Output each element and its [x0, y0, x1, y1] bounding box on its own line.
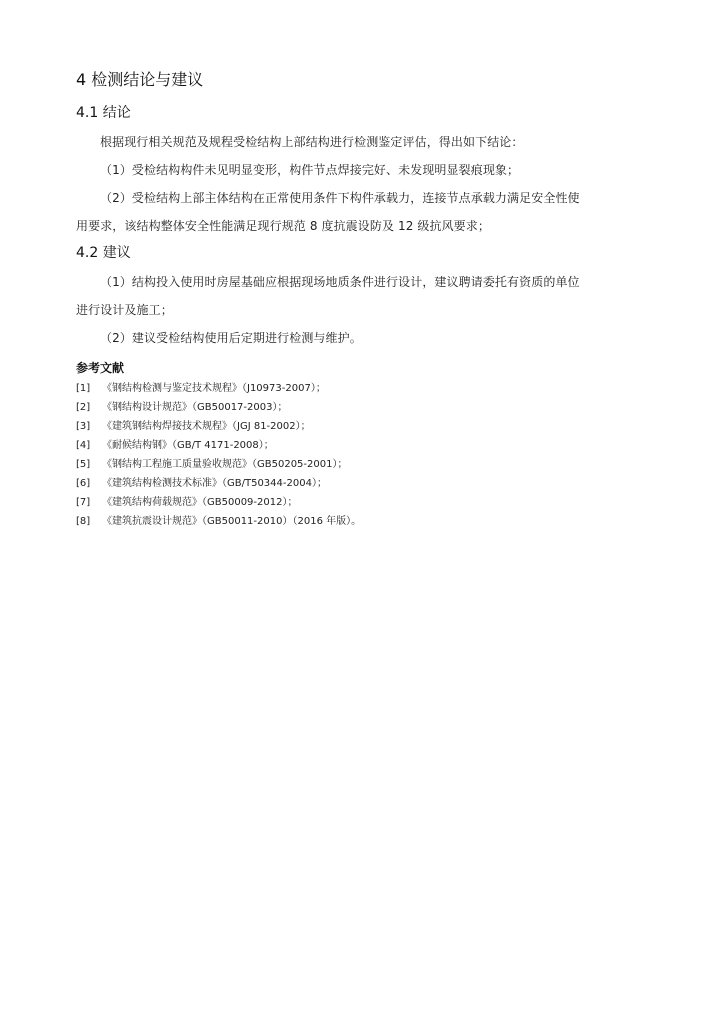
- references-list: [76, 379, 616, 531]
- reference-number: [8]: [76, 516, 91, 527]
- reference-item: [76, 398, 616, 417]
- reference-number: [6]: [76, 478, 91, 489]
- reference-item: [76, 455, 616, 474]
- section-heading-suggestion: 4.2 建议: [76, 245, 131, 261]
- reference-number: [7]: [76, 497, 91, 508]
- reference-number: [3]: [76, 421, 91, 432]
- reference-text: 《建筑结构检测技术标准》（GB/T50344-2004）；: [102, 478, 327, 489]
- reference-number: [1]: [76, 383, 91, 394]
- conclusion-item-1: （1）受检结构构件未见明显变形，构件节点焊接完好、未发现明显裂痕现象；: [100, 163, 520, 177]
- reference-text: 《钢结构设计规范》（GB50017-2003）；: [102, 402, 288, 413]
- reference-number: [2]: [76, 402, 91, 413]
- reference-text: 《钢结构工程施工质量验收规范》（GB50205-2001）；: [102, 459, 348, 470]
- reference-number: [4]: [76, 440, 91, 451]
- reference-text: 《钢结构检测与鉴定技术规程》（J10973-2007）；: [102, 383, 326, 394]
- reference-text: 《建筑结构荷载规范》（GB50009-2012）；: [102, 497, 298, 508]
- reference-item: [76, 417, 616, 436]
- reference-text: 《建筑抗震设计规范》（GB50011-2010）（2016 年版）。: [102, 516, 362, 527]
- chapter-title: 4 检测结论与建议: [76, 70, 204, 89]
- reference-item: [76, 436, 616, 455]
- reference-number: [5]: [76, 459, 91, 470]
- conclusion-item-2-line-1: （2）受检结构上部主体结构在正常使用条件下构件承载力，连接节点承载力满足安全性使: [100, 191, 580, 205]
- reference-item: [76, 379, 616, 398]
- section-heading-conclusion: 4.1 结论: [76, 105, 131, 121]
- suggestion-item-1-line-2: 进行设计及施工；: [76, 303, 173, 317]
- references-title: 参考文献: [76, 361, 125, 375]
- document-content: [76, 68, 616, 531]
- suggestion-item-1-line-1: （1）结构投入使用时房屋基础应根据现场地质条件进行设计，建议聘请委托有资质的单位: [100, 275, 580, 289]
- reference-item: [76, 493, 616, 512]
- reference-text: 《耐候结构钢》（GB/T 4171-2008）；: [102, 440, 274, 451]
- reference-text: 《建筑钢结构焊接技术规程》（JGJ 81-2002）；: [102, 421, 311, 432]
- conclusion-item-2-line-2: 用要求，该结构整体安全性能满足现行规范 8 度抗震设防及 12 级抗风要求；: [76, 219, 490, 233]
- suggestion-item-2: （2）建议受检结构使用后定期进行检测与维护。: [100, 331, 362, 345]
- reference-item: [76, 474, 616, 493]
- reference-item: [76, 512, 616, 531]
- conclusion-intro: 根据现行相关规范及规程受检结构上部结构进行检测鉴定评估，得出如下结论：: [100, 135, 524, 149]
